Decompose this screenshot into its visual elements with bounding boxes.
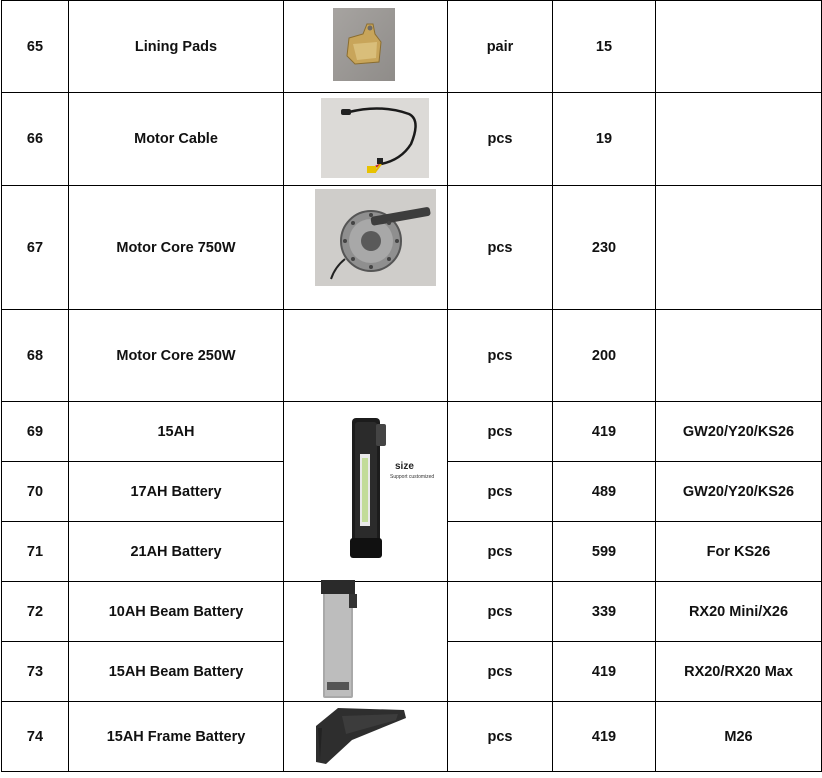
table-row [2,93,822,186]
table-row [2,702,822,772]
row-number: 65 [2,1,69,93]
quantity: 419 [553,642,656,702]
unit: pcs [448,462,553,522]
unit: pair [448,1,553,93]
quantity: 230 [553,186,656,310]
part-image-cell [284,186,448,310]
unit: pcs [448,310,553,402]
row-number: 70 [2,462,69,522]
quantity: 200 [553,310,656,402]
part-name: Motor Cable [69,93,284,186]
beam-battery-icon [319,578,359,702]
part-name: Lining Pads [69,1,284,93]
quantity: 19 [553,93,656,186]
tube-battery-icon [346,414,388,562]
row-number: 71 [2,522,69,582]
part-name: Motor Core 750W [69,186,284,310]
unit: pcs [448,402,553,462]
fitment [656,310,822,402]
unit: pcs [448,93,553,186]
battery-caption-main: size [395,461,414,472]
row-number: 69 [2,402,69,462]
unit: pcs [448,186,553,310]
part-name: 10AH Beam Battery [69,582,284,642]
row-number: 74 [2,702,69,772]
frame-battery-icon [312,704,408,770]
quantity: 419 [553,402,656,462]
quantity: 419 [553,702,656,772]
part-image-cell [284,582,448,702]
part-name: 15AH [69,402,284,462]
row-number: 66 [2,93,69,186]
part-name: 21AH Battery [69,522,284,582]
quantity: 489 [553,462,656,522]
motor-core-icon [315,189,436,286]
part-image-cell [284,93,448,186]
quantity: 599 [553,522,656,582]
table-row [2,186,822,310]
table-row [2,310,822,402]
fitment [656,186,822,310]
part-image-cell [284,402,448,582]
fitment: For KS26 [656,522,822,582]
row-number: 68 [2,310,69,402]
row-number: 72 [2,582,69,642]
battery-caption [395,462,414,472]
unit: pcs [448,642,553,702]
motor-cable-icon [321,98,429,178]
parts-table [1,0,822,772]
fitment: M26 [656,702,822,772]
fitment [656,93,822,186]
unit: pcs [448,702,553,772]
part-name: 15AH Beam Battery [69,642,284,702]
part-name: Motor Core 250W [69,310,284,402]
fitment: RX20/RX20 Max [656,642,822,702]
brake-pad-icon [333,8,395,81]
quantity: 15 [553,1,656,93]
part-image-cell [284,1,448,93]
quantity: 339 [553,582,656,642]
part-image-cell [284,310,448,402]
row-number: 67 [2,186,69,310]
unit: pcs [448,522,553,582]
part-image-cell [284,702,448,772]
battery-caption-sub: Support customized [390,474,435,480]
table-row [2,582,822,642]
table-row [2,1,822,93]
fitment: GW20/Y20/KS26 [656,462,822,522]
fitment: RX20 Mini/X26 [656,582,822,642]
row-number: 73 [2,642,69,702]
fitment [656,1,822,93]
unit: pcs [448,582,553,642]
table-row [2,402,822,462]
part-name: 15AH Frame Battery [69,702,284,772]
part-name: 17AH Battery [69,462,284,522]
fitment: GW20/Y20/KS26 [656,402,822,462]
